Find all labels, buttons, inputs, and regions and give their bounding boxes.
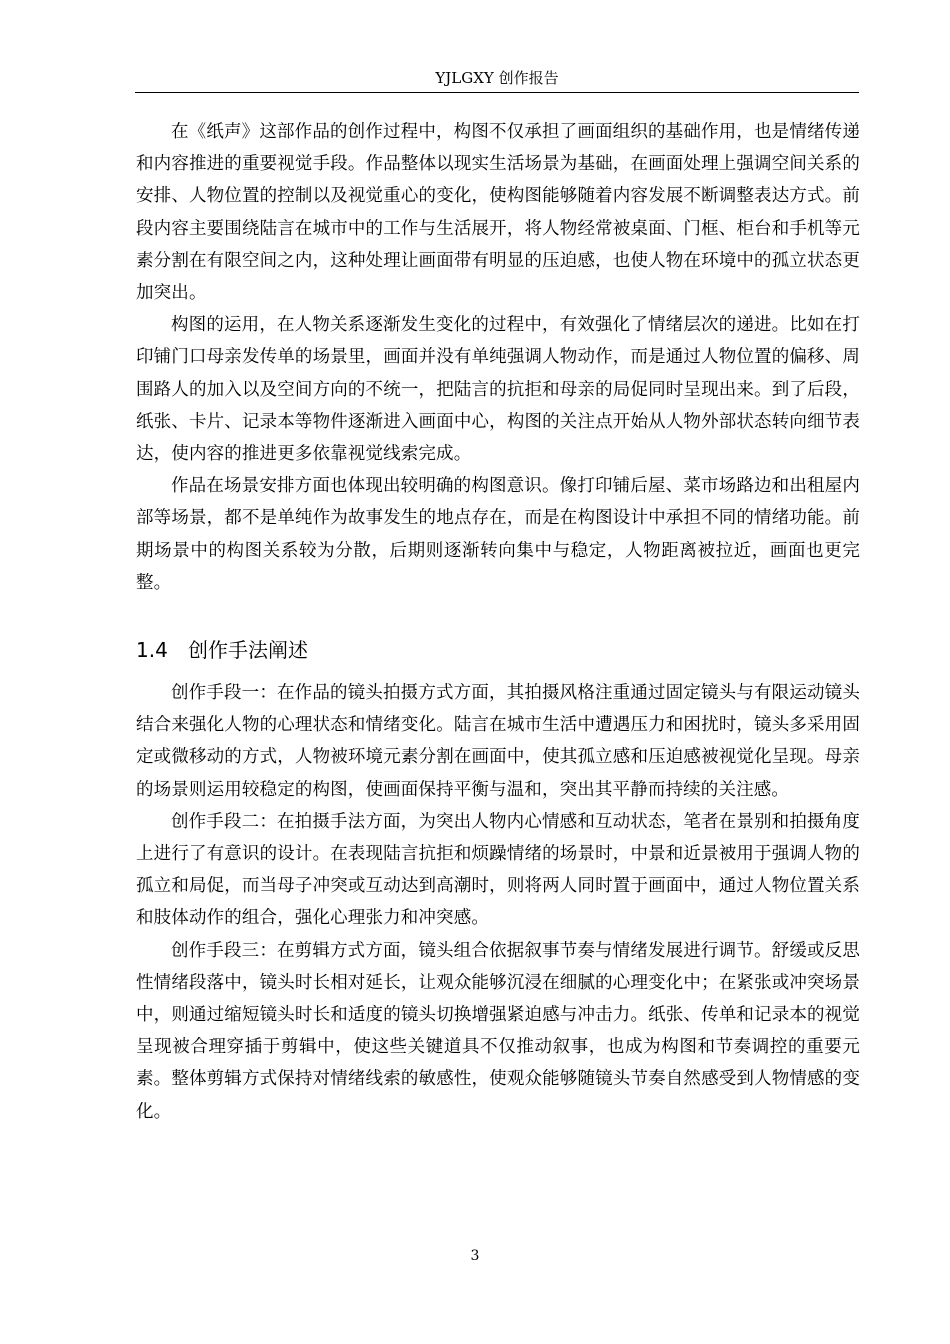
section-number: 1.4 [136,638,168,663]
body-paragraph: 在《纸声》这部作品的创作过程中，构图不仅承担了画面组织的基础作用，也是情绪传递和内容推进的重要视觉手段。作品整体以现实生活场景为基础，在画面处理上强调空间关系的安排、人物位置的控制以及视觉重心的变化，使构图能够随着内容发展不断调整表达方式。前段内容主要围绕陆言在城市中的工作与生活展开，将人物经常被桌面、门框、柜台和手机等元素分割在有限空间之内，这种处理让画面带有明显的压迫感，也使人物在环境中的孤立状态更加突出。 [136,122,860,304]
page-body [136,116,860,1128]
body-paragraph: 创作手段三：在剪辑方式方面，镜头组合依据叙事节奏与情绪发展进行调节。舒缓或反思性情绪段落中，镜头时长相对延长，让观众能够沉浸在细腻的心理变化中；在紧张或冲突场景中，则通过缩短镜头时长和适度的镜头切换增强紧迫感与冲击力。纸张、传单和记录本的视觉呈现被合理穿插于剪辑中，使这些关键道具不仅推动叙事，也成为构图和节奏调控的重要元素。整体剪辑方式保持对情绪线索的敏感性，使观众能够随镜头节奏自然感受到人物情感的变化。 [136,940,860,1122]
body-paragraph: 创作手段一：在作品的镜头拍摄方式方面，其拍摄风格注重通过固定镜头与有限运动镜头结合来强化人物的心理状态和情绪变化。陆言在城市生活中遭遇压力和困扰时，镜头多采用固定或微移动的方式，人物被环境元素分割在画面中，使其孤立感和压迫感被视觉化呈现。母亲的场景则运用较稳定的构图，使画面保持平衡与温和，突出其平静而持续的关注感。 [136,683,860,800]
section-heading [136,633,860,667]
body-paragraph: 构图的运用，在人物关系逐渐发生变化的过程中，有效强化了情绪层次的递进。比如在打印铺门口母亲发传单的场景里，画面并没有单纯强调人物动作，而是通过人物位置的偏移、周围路人的加入以及空间方向的不统一，把陆言的抗拒和母亲的局促同时呈现出来。到了后段，纸张、卡片、记录本等物件逐渐进入画面中心，构图的关注点开始从人物外部状态转向细节表达，使内容的推进更多依靠视觉线索完成。 [136,315,860,465]
page-number: 3 [470,1248,480,1264]
body-paragraph: 创作手段二：在拍摄手法方面，为突出人物内心情感和互动状态，笔者在景别和拍摄角度上进行了有意识的设计。在表现陆言抗拒和烦躁情绪的场景时，中景和近景被用于强调人物的孤立和局促，而当母子冲突或互动达到高潮时，则将两人同时置于画面中，通过人物位置关系和肢体动作的组合，强化心理张力和冲突感。 [136,811,860,929]
page-header: YJLGXY 创作报告 [135,68,859,93]
section-title: 创作手法阐述 [188,638,308,663]
body-paragraph: 作品在场景安排方面也体现出较明确的构图意识。像打印铺后屋、菜市场路边和出租屋内部等场景，都不是单纯作为故事发生的地点存在，而是在构图设计中承担不同的情绪功能。前期场景中的构图关系较为分散，后期则逐渐转向集中与稳定，人物距离被拉近，画面也更完整。 [136,476,860,593]
